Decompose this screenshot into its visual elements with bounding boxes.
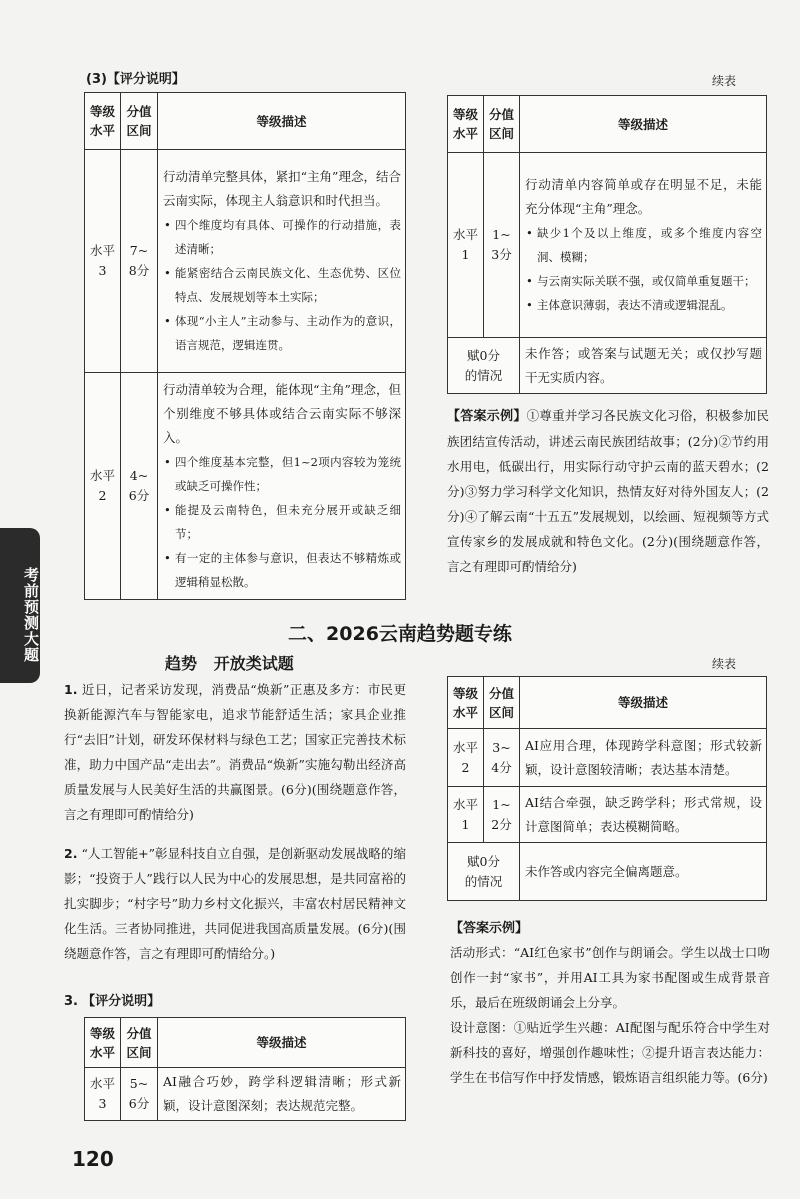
continued-label: 续表 [712,74,737,88]
scoring-table-3 [84,1017,406,1121]
table-header-row: 等级 水平 分值 区间 等级描述 [85,1018,406,1068]
bullet-item: • 四个维度基本完整，但1~2项内容较为笼统或缺乏可操作性； [163,450,401,498]
table-header-row: 等级 水平 分值 区间 等级描述 [85,93,406,150]
question-2: 2. “人工智能+”彰显科技自立自强，是创新驱动发展战略的缩影；“投资于人”践行以人民为中心的发展思想，是共同富裕的扎实脚步；“村字号”助力乡村文化振兴，丰富农村居民精神文化生活。三者协同推进，共同促进我国高质量发展。(6分)(围绕题意作答，言之有理即可酌情给分。) [64,846,406,961]
answer-example-2-form: 活动形式：“AI红色家书”创作与朗诵会。学生以战士口吻创作一封“家书”，并用AI工具为家书配图或生成背景音乐，最后在班级朗诵会上分享。 [450,945,770,1010]
question-3: 3. 【评分说明】 [64,994,161,1009]
table-row: 赋0分 的情况 未作答；或答案与试题无关；或仅抄写题干无实质内容。 [448,338,767,394]
bullet-item: • 能紧密结合云南民族文化、生态优势、区位特点、发展规划等本土实际； [163,261,401,309]
section-title: 二、2026云南趋势题专练 [288,623,512,645]
question-1: 1. 近日，记者采访发现，消费品“焕新”正惠及多方：市民更换新能源汽车与智能家电，追求节能舒适生活；家具企业推行“去旧”计划，研发环保材料与绿色工艺；国家正完善技术标准，助力中国产品“走出去”。消费品“焕新”实施勾勒出经济高质量发展与人民美好生活的共赢图景。(6分)(围绕题意作答，言之有理即可酌情给分) [64,682,406,822]
table-row: 水平 3 5~ 6分 AI融合巧妙，跨学科逻辑清晰；形式新颖，设计意图深刻；表达规范完整。 [85,1068,406,1121]
bullet-item: • 与云南实际关联不强，或仅简单重复题干； [525,269,762,293]
scoring-table-4 [447,676,767,901]
bullet-item: • 缺少1个及以上维度，或多个维度内容空洞、模糊； [525,221,762,269]
table-row: 水平 2 3~ 4分 AI应用合理，体现跨学科意图；形式较新颖，设计意图较清晰；表达基本清楚。 [448,729,767,787]
answer-example-1: 【答案示例】①尊重并学习各民族文化习俗，积极参加民族团结宣传活动，讲述云南民族团结故事；(2分)②节约用水用电，低碳出行，用实际行动守护云南的蓝天碧水；(2分)③努力学习科学文化知识，热情友好对待外国友人；(2分)④了解云南“十五五”发展规划，以绘画、短视频等方式宣传家乡的发展成就和特色文化。(2分)(围绕题意作答，言之有理即可酌情给分) [447,408,769,574]
table-row: 水平 3 7~ 8分 行动清单完整具体，紧扣“主角”理念，结合云南实际，体现主人翁意识和时代担当。 • 四个维度均有具体、可操作的行动措施，表述清晰； • 能紧密结合云南民族文化、生态优势、区位特点、发展规划等本土实际； • 体现“小主人”主动参与、主动作为的意识，语言规范，逻辑连贯。 [85,150,406,373]
answer-example-2-intent: 设计意图：①贴近学生兴趣：AI配图与配乐符合中学生对新科技的喜好，增强创作趣味性；②提升语言表达能力：学生在书信写作中抒发情感，锻炼语言组织能力等。(6分) [450,1020,770,1085]
scoring-table-1 [84,92,406,600]
table-row: 水平 1 1~ 3分 行动清单内容简单或存在明显不足，未能充分体现“主角”理念。 • 缺少1个及以上维度，或多个维度内容空洞、模糊； • 与云南实际关联不强，或仅简单重复题干； • 主体意识薄弱，表达不清或逻辑混乱。 [448,153,767,338]
table-header-row: 等级 水平 分值 区间 等级描述 [448,96,767,153]
continued-label-2: 续表 [712,657,737,671]
table-row: 水平 2 4~ 6分 行动清单较为合理，能体现“主角”理念，但个别维度不够具体或结合云南实际不够深入。 • 四个维度基本完整，但1~2项内容较为笼统或缺乏可操作性； • 能提及云南特色，但未充分展开或缺乏细节； • 有一定的主体参与意识，但表达不够精炼或逻辑稍显松散。 [85,373,406,600]
bullet-item: • 体现“小主人”主动参与、主动作为的意识，语言规范，逻辑连贯。 [163,309,401,357]
subsection-title: 趋势 开放类试题 [165,654,294,673]
bullet-item: • 有一定的主体参与意识，但表达不够精炼或逻辑稍显松散。 [163,546,401,594]
scoring-label: (3)【评分说明】 [86,72,185,87]
bullet-item: • 能提及云南特色，但未充分展开或缺乏细节； [163,498,401,546]
page-number: 120 [72,1147,114,1171]
scoring-table-2 [447,95,767,394]
bullet-item: • 主体意识薄弱，表达不清或逻辑混乱。 [525,293,762,317]
side-tab: 考前预测大题 [0,528,40,683]
table-row: 赋0分 的情况 未作答或内容完全偏离题意。 [448,843,767,901]
table-row: 水平 1 1~ 2分 AI结合牵强，缺乏跨学科；形式常规，设计意图简单；表达模糊简略。 [448,787,767,843]
bullet-item: • 四个维度均有具体、可操作的行动措施，表述清晰； [163,213,401,261]
answer-example-2-label: 【答案示例】 [450,921,529,936]
table-header-row: 等级 水平 分值 区间 等级描述 [448,677,767,729]
